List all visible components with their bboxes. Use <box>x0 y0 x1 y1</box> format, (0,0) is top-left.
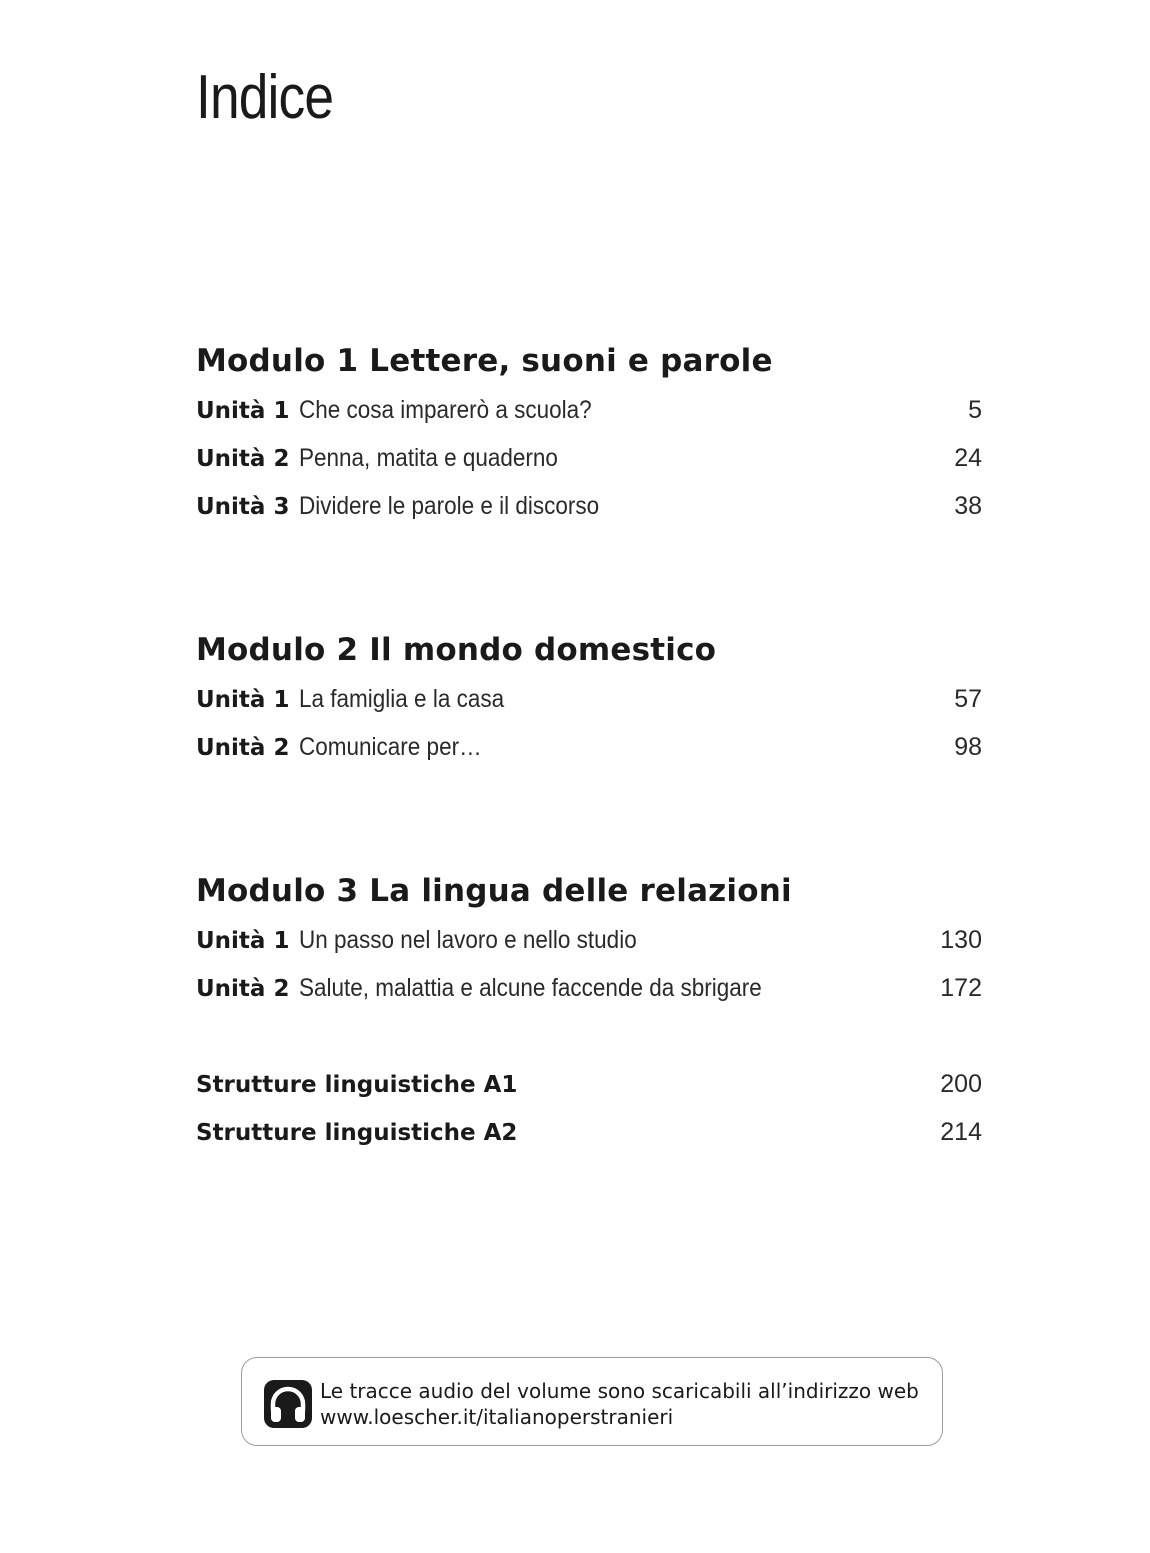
toc-row-structures-a2[interactable] <box>196 1115 982 1163</box>
unit-title: Un passo nel lavoro e nello studio <box>299 926 638 954</box>
audio-note-text <box>320 1378 919 1430</box>
unit-title: Dividere le parole e il discorso <box>299 492 600 520</box>
module-1 <box>196 343 982 537</box>
toc-row[interactable] <box>196 923 982 971</box>
module-2 <box>196 632 982 778</box>
page-number: 24 <box>954 444 982 472</box>
unit-title: La famiglia e la casa <box>299 685 505 713</box>
module-heading: Modulo 3 La lingua delle relazioni <box>196 873 792 909</box>
unit-label: Unità 2 <box>196 735 290 761</box>
unit-label: Unità 2 <box>196 976 290 1002</box>
structure-label: Strutture linguistiche A1 <box>196 1072 518 1098</box>
page-number: 57 <box>954 685 982 713</box>
structure-label: Strutture linguistiche A2 <box>196 1120 518 1146</box>
module-heading: Modulo 1 Lettere, suoni e parole <box>196 343 773 379</box>
unit-title: Che cosa imparerò a scuola? <box>299 396 593 424</box>
page-number: 5 <box>968 396 982 424</box>
unit-label: Unità 3 <box>196 494 290 520</box>
audio-note-line: Le tracce audio del volume sono scaricabili all’indirizzo web <box>320 1379 919 1403</box>
toc-row[interactable] <box>196 441 982 489</box>
page-title: Indice <box>196 63 334 132</box>
headphones-icon <box>264 1380 312 1428</box>
toc-row[interactable] <box>196 682 982 730</box>
audio-note-url[interactable]: www.loescher.it/italianoperstranieri <box>320 1405 674 1429</box>
structures-section <box>196 1067 982 1163</box>
toc-row[interactable] <box>196 971 982 1019</box>
page-number: 38 <box>954 492 982 520</box>
audio-note-box <box>241 1357 943 1446</box>
page-number: 200 <box>940 1070 982 1098</box>
toc-row[interactable] <box>196 730 982 778</box>
unit-label: Unità 1 <box>196 398 290 424</box>
unit-title: Comunicare per… <box>299 733 483 761</box>
module-3 <box>196 873 982 1019</box>
module-heading: Modulo 2 Il mondo domestico <box>196 632 717 668</box>
unit-label: Unità 2 <box>196 446 290 472</box>
page-number: 214 <box>940 1118 982 1146</box>
unit-label: Unità 1 <box>196 687 290 713</box>
unit-title: Salute, malattia e alcune faccende da sbrigare <box>299 974 763 1002</box>
unit-title: Penna, matita e quaderno <box>299 444 559 472</box>
page-number: 98 <box>954 733 982 761</box>
page-number: 172 <box>940 974 982 1002</box>
page-number: 130 <box>940 926 982 954</box>
unit-label: Unità 1 <box>196 928 290 954</box>
toc-row[interactable] <box>196 393 982 441</box>
toc-row-structures-a1[interactable] <box>196 1067 982 1115</box>
toc-row[interactable] <box>196 489 982 537</box>
